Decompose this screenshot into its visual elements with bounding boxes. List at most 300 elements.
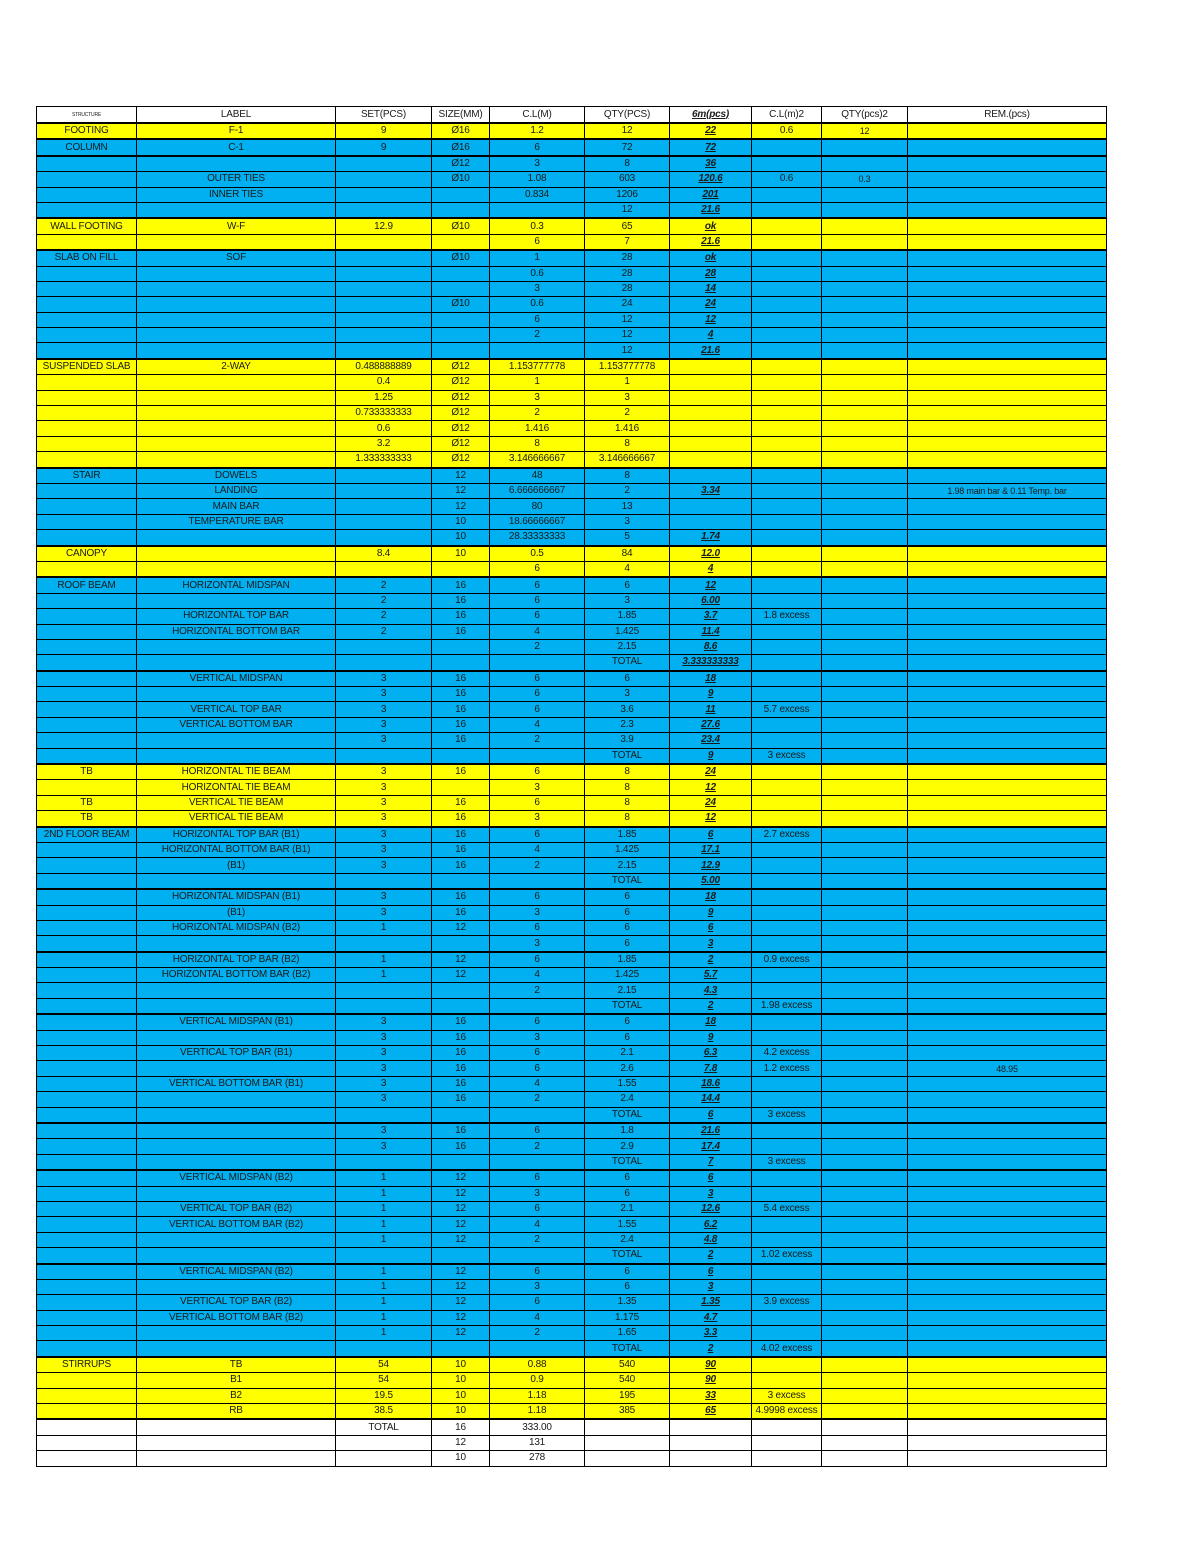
cell-cl: 2 [490, 406, 585, 421]
table-row [37, 1123, 1107, 1139]
cell-structure [37, 421, 137, 436]
table-row [37, 748, 1107, 764]
cell-set: 3 [336, 687, 432, 702]
table-row [37, 1419, 1107, 1435]
cell-size: Ø16 [432, 123, 490, 139]
cell-label: MAIN BAR [137, 499, 336, 514]
cell-label: (B1) [137, 858, 336, 873]
cell-set: 3 [336, 811, 432, 827]
cell-six-m: 36 [670, 156, 752, 172]
table-row [37, 687, 1107, 702]
cell-size [432, 234, 490, 250]
cell-rem [908, 139, 1107, 155]
cell-rem [908, 1435, 1107, 1450]
table-row [37, 375, 1107, 390]
cell-cl2: 5.7 excess [752, 702, 822, 717]
cell-cl: 6 [490, 234, 585, 250]
cell-six-m: 72 [670, 139, 752, 155]
cell-label: HORIZONTAL TIE BEAM [137, 780, 336, 795]
cell-set: 8.4 [336, 546, 432, 562]
cell-qty: 6 [585, 1030, 670, 1045]
cell-set: 3 [336, 889, 432, 905]
header-cell-size: SIZE(MM) [432, 107, 490, 124]
cell-structure: ROOF BEAM [37, 577, 137, 593]
cell-cl: 0.88 [490, 1357, 585, 1373]
cell-set: 38.5 [336, 1404, 432, 1420]
cell-qty2 [822, 1186, 908, 1201]
cell-label: B2 [137, 1388, 336, 1403]
cell-label [137, 1061, 336, 1076]
cell-cl2: 4.2 excess [752, 1046, 822, 1061]
cell-six-m: 3 [670, 1279, 752, 1294]
cell-six-m: 3.34 [670, 483, 752, 498]
table-row [37, 1139, 1107, 1154]
cell-qty: 2.15 [585, 858, 670, 873]
cell-six-m: 4 [670, 328, 752, 343]
cell-structure [37, 639, 137, 654]
table-row [37, 717, 1107, 732]
cell-cl2 [752, 156, 822, 172]
cell-qty: 6 [585, 1264, 670, 1280]
table-row [37, 139, 1107, 155]
cell-set: 1 [336, 968, 432, 983]
cell-cl: 1.2 [490, 123, 585, 139]
table-row [37, 920, 1107, 935]
cell-structure [37, 514, 137, 529]
cell-set: 9 [336, 139, 432, 155]
cell-structure [37, 436, 137, 451]
cell-rem [908, 281, 1107, 296]
cell-label [137, 406, 336, 421]
cell-size: 10 [432, 530, 490, 546]
cell-structure: 2ND FLOOR BEAM [37, 827, 137, 843]
cell-cl2 [752, 936, 822, 952]
cell-qty: 8 [585, 764, 670, 780]
cell-set: 3 [336, 795, 432, 810]
cell-label [137, 234, 336, 250]
cell-cl: 80 [490, 499, 585, 514]
cell-cl: 6 [490, 312, 585, 327]
cell-label: W-F [137, 218, 336, 234]
cell-structure [37, 561, 137, 577]
cell-set: 3 [336, 1061, 432, 1076]
cell-size: 12 [432, 1201, 490, 1216]
cell-qty2 [822, 375, 908, 390]
cell-cl: 2 [490, 983, 585, 998]
cell-qty2 [822, 1357, 908, 1373]
cell-cl2: 2.7 excess [752, 827, 822, 843]
cell-rem [908, 172, 1107, 187]
cell-cl: 2 [490, 1139, 585, 1154]
cell-six-m: 120.6 [670, 172, 752, 187]
table-row [37, 1217, 1107, 1232]
cell-structure [37, 202, 137, 218]
cell-six-m: 6 [670, 1170, 752, 1186]
cell-rem [908, 1419, 1107, 1435]
table-row [37, 1076, 1107, 1091]
cell-qty2 [822, 873, 908, 889]
cell-qty2 [822, 1451, 908, 1466]
cell-size: 16 [432, 702, 490, 717]
cell-six-m: 11.4 [670, 624, 752, 639]
cell-cl: 3 [490, 1030, 585, 1045]
cell-cl2 [752, 202, 822, 218]
cell-cl2 [752, 593, 822, 608]
cell-qty: 1206 [585, 187, 670, 202]
cell-size: Ø10 [432, 218, 490, 234]
cell-cl2: 0.6 [752, 172, 822, 187]
table-row [37, 1357, 1107, 1373]
cell-label [137, 1123, 336, 1139]
cell-cl2 [752, 375, 822, 390]
cell-structure [37, 1232, 137, 1247]
cell-qty: 6 [585, 1186, 670, 1201]
cell-set: 3 [336, 671, 432, 687]
cell-structure [37, 187, 137, 202]
cell-set: 1 [336, 952, 432, 968]
cell-qty2 [822, 1139, 908, 1154]
cell-set: 54 [336, 1357, 432, 1373]
cell-size: Ø12 [432, 359, 490, 375]
cell-set [336, 343, 432, 359]
cell-rem [908, 1248, 1107, 1264]
cell-label: (B1) [137, 905, 336, 920]
cell-qty: TOTAL [585, 873, 670, 889]
cell-size [432, 1107, 490, 1123]
cell-set: 1 [336, 1186, 432, 1201]
cell-qty2 [822, 655, 908, 671]
cell-structure [37, 1076, 137, 1091]
cell-qty: 8 [585, 468, 670, 484]
cell-cl: 3 [490, 936, 585, 952]
cell-qty [585, 1435, 670, 1450]
cell-qty: 1.65 [585, 1326, 670, 1341]
cell-cl2 [752, 234, 822, 250]
table-row [37, 436, 1107, 451]
cell-cl: 6 [490, 1170, 585, 1186]
cell-set: TOTAL [336, 1419, 432, 1435]
cell-cl2: 0.9 excess [752, 952, 822, 968]
cell-rem [908, 1217, 1107, 1232]
cell-six-m: 21.6 [670, 234, 752, 250]
cell-six-m: 6 [670, 920, 752, 935]
cell-label [137, 266, 336, 281]
cell-size: Ø12 [432, 406, 490, 421]
cell-cl: 2 [490, 639, 585, 654]
cell-qty: 3.6 [585, 702, 670, 717]
cell-cl: 1.153777778 [490, 359, 585, 375]
cell-rem [908, 733, 1107, 748]
cell-six-m: 9 [670, 748, 752, 764]
cell-rem [908, 1107, 1107, 1123]
cell-rem [908, 655, 1107, 671]
cell-structure [37, 1201, 137, 1216]
cell-qty2 [822, 139, 908, 155]
cell-six-m: 6 [670, 827, 752, 843]
cell-label: TB [137, 1357, 336, 1373]
cell-six-m [670, 514, 752, 529]
cell-six-m: 7.8 [670, 1061, 752, 1076]
table-row [37, 202, 1107, 218]
cell-rem [908, 639, 1107, 654]
table-row [37, 452, 1107, 468]
cell-set: 9 [336, 123, 432, 139]
cell-cl2: 1.2 excess [752, 1061, 822, 1076]
cell-label [137, 281, 336, 296]
cell-label [137, 998, 336, 1014]
cell-size: Ø12 [432, 375, 490, 390]
table-row [37, 1295, 1107, 1310]
cell-set: 3 [336, 905, 432, 920]
cell-size: 16 [432, 905, 490, 920]
cell-label [137, 452, 336, 468]
cell-rem [908, 1357, 1107, 1373]
cell-six-m: 28 [670, 266, 752, 281]
cell-cl2: 0.6 [752, 123, 822, 139]
cell-cl: 6 [490, 1264, 585, 1280]
cell-six-m: 22 [670, 123, 752, 139]
cell-cl2: 3 excess [752, 748, 822, 764]
cell-rem: 48.95 [908, 1061, 1107, 1076]
cell-set [336, 748, 432, 764]
table-row [37, 1201, 1107, 1216]
cell-set: 0.4 [336, 375, 432, 390]
cell-qty: 8 [585, 156, 670, 172]
cell-cl2: 1.02 excess [752, 1248, 822, 1264]
cell-rem [908, 1310, 1107, 1325]
cell-label: VERTICAL BOTTOM BAR [137, 717, 336, 732]
cell-six-m: ok [670, 250, 752, 266]
cell-six-m: 90 [670, 1373, 752, 1388]
cell-structure [37, 593, 137, 608]
cell-label: VERTICAL BOTTOM BAR (B1) [137, 1076, 336, 1091]
cell-rem [908, 1232, 1107, 1247]
table-row [37, 1014, 1107, 1030]
cell-six-m [670, 359, 752, 375]
cell-cl: 0.5 [490, 546, 585, 562]
cell-qty2: 12 [822, 123, 908, 139]
cell-qty: 1.425 [585, 624, 670, 639]
cell-qty2 [822, 639, 908, 654]
cell-label: C-1 [137, 139, 336, 155]
cell-label: VERTICAL MIDSPAN (B1) [137, 1014, 336, 1030]
cell-cl: 6 [490, 952, 585, 968]
cell-label: VERTICAL BOTTOM BAR (B2) [137, 1310, 336, 1325]
cell-qty: 8 [585, 795, 670, 810]
cell-cl [490, 748, 585, 764]
cell-set: 1 [336, 1201, 432, 1216]
cell-six-m [670, 390, 752, 405]
cell-cl: 3 [490, 281, 585, 296]
cell-rem [908, 1451, 1107, 1466]
cell-structure [37, 873, 137, 889]
cell-six-m: 7 [670, 1154, 752, 1170]
cell-rem [908, 1170, 1107, 1186]
cell-qty: 1.85 [585, 827, 670, 843]
table-row [37, 1279, 1107, 1294]
table-row [37, 297, 1107, 312]
cell-size: 16 [432, 671, 490, 687]
cell-label: VERTICAL TOP BAR (B2) [137, 1295, 336, 1310]
cell-structure [37, 172, 137, 187]
cell-qty: 28 [585, 250, 670, 266]
cell-cl: 6 [490, 1061, 585, 1076]
cell-rem [908, 546, 1107, 562]
cell-qty2 [822, 1092, 908, 1107]
table-row [37, 671, 1107, 687]
cell-rem [908, 452, 1107, 468]
cell-set [336, 514, 432, 529]
cell-structure: TB [37, 764, 137, 780]
cell-cl: 2 [490, 1232, 585, 1247]
cell-six-m [670, 1435, 752, 1450]
cell-structure [37, 609, 137, 624]
cell-structure [37, 1373, 137, 1388]
cell-structure [37, 920, 137, 935]
cell-cl: 48 [490, 468, 585, 484]
cell-size [432, 328, 490, 343]
cell-size: 12 [432, 1326, 490, 1341]
cell-set: 1 [336, 1310, 432, 1325]
cell-cl: 6 [490, 889, 585, 905]
cell-set: 3 [336, 1030, 432, 1045]
cell-structure [37, 1295, 137, 1310]
cell-qty: 2.15 [585, 639, 670, 654]
cell-rem [908, 687, 1107, 702]
cell-cl: 6 [490, 827, 585, 843]
cell-rem [908, 889, 1107, 905]
cell-six-m: 18 [670, 1014, 752, 1030]
cell-cl2 [752, 328, 822, 343]
cell-qty: 2.15 [585, 983, 670, 998]
cell-qty2 [822, 1419, 908, 1435]
cell-qty2 [822, 920, 908, 935]
header-cell-cl: C.L(M) [490, 107, 585, 124]
cell-structure: WALL FOOTING [37, 218, 137, 234]
cell-cl: 3 [490, 811, 585, 827]
cell-label: DOWELS [137, 468, 336, 484]
cell-structure [37, 1107, 137, 1123]
header-row [37, 107, 1107, 124]
cell-rem [908, 1341, 1107, 1357]
cell-qty2 [822, 250, 908, 266]
cell-cl2 [752, 1373, 822, 1388]
cell-qty: 7 [585, 234, 670, 250]
table-row [37, 499, 1107, 514]
table-row [37, 406, 1107, 421]
cell-cl [490, 1154, 585, 1170]
cell-six-m: 23.4 [670, 733, 752, 748]
cell-six-m: 33 [670, 1388, 752, 1403]
cell-cl2 [752, 514, 822, 529]
cell-rem [908, 1264, 1107, 1280]
header-cell-structure: STRUCTURE [37, 107, 137, 124]
cell-qty: 2.9 [585, 1139, 670, 1154]
cell-size: 16 [432, 577, 490, 593]
cell-structure [37, 281, 137, 296]
cell-rem [908, 266, 1107, 281]
cell-cl: 6 [490, 561, 585, 577]
cell-qty2 [822, 1030, 908, 1045]
cell-six-m: 3 [670, 1186, 752, 1201]
cell-label: HORIZONTAL MIDSPAN (B1) [137, 889, 336, 905]
cell-qty2 [822, 312, 908, 327]
cell-structure [37, 1279, 137, 1294]
header-cell-cl2: C.L(m)2 [752, 107, 822, 124]
cell-rem [908, 250, 1107, 266]
cell-qty2 [822, 202, 908, 218]
cell-cl: 1.18 [490, 1388, 585, 1403]
cell-set: 3 [336, 1123, 432, 1139]
cell-set: 1.333333333 [336, 452, 432, 468]
cell-six-m: 9 [670, 905, 752, 920]
cell-structure [37, 998, 137, 1014]
cell-six-m: 11 [670, 702, 752, 717]
table-row [37, 968, 1107, 983]
cell-label [137, 1186, 336, 1201]
table-row [37, 624, 1107, 639]
cell-size [432, 266, 490, 281]
cell-qty: 3 [585, 390, 670, 405]
cell-cl2 [752, 266, 822, 281]
table-row [37, 1232, 1107, 1247]
cell-six-m: 21.6 [670, 343, 752, 359]
cell-size: 12 [432, 1186, 490, 1201]
cell-cl: 2 [490, 1326, 585, 1341]
cell-cl: 6 [490, 1014, 585, 1030]
cell-structure [37, 1341, 137, 1357]
cell-cl: 278 [490, 1451, 585, 1466]
cell-qty: 1.425 [585, 968, 670, 983]
cell-structure: COLUMN [37, 139, 137, 155]
cell-qty2 [822, 1154, 908, 1170]
table-row [37, 1310, 1107, 1325]
cell-size: 12 [432, 1217, 490, 1232]
cell-size: Ø10 [432, 297, 490, 312]
cell-qty2: 0.3 [822, 172, 908, 187]
cell-label: VERTICAL BOTTOM BAR (B2) [137, 1217, 336, 1232]
cell-qty2 [822, 983, 908, 998]
cell-label: HORIZONTAL BOTTOM BAR (B1) [137, 842, 336, 857]
cell-qty: 2 [585, 406, 670, 421]
cell-size: 10 [432, 1388, 490, 1403]
cell-cl: 6 [490, 577, 585, 593]
cell-qty2 [822, 733, 908, 748]
cell-rem [908, 1030, 1107, 1045]
table-row [37, 952, 1107, 968]
table-row [37, 1264, 1107, 1280]
cell-cl2 [752, 873, 822, 889]
cell-rem [908, 764, 1107, 780]
cell-qty2 [822, 1232, 908, 1247]
cell-qty: 8 [585, 811, 670, 827]
cell-qty2 [822, 1404, 908, 1420]
cell-set [336, 483, 432, 498]
cell-structure [37, 375, 137, 390]
table-row [37, 858, 1107, 873]
cell-structure [37, 780, 137, 795]
cell-structure [37, 266, 137, 281]
cell-qty2 [822, 1046, 908, 1061]
cell-cl2 [752, 1076, 822, 1091]
cell-cl2 [752, 312, 822, 327]
cell-cl: 0.9 [490, 1373, 585, 1388]
cell-rem [908, 312, 1107, 327]
cell-size: 16 [432, 1076, 490, 1091]
cell-cl2: 1.98 excess [752, 998, 822, 1014]
cell-set [336, 873, 432, 889]
cell-qty2 [822, 702, 908, 717]
